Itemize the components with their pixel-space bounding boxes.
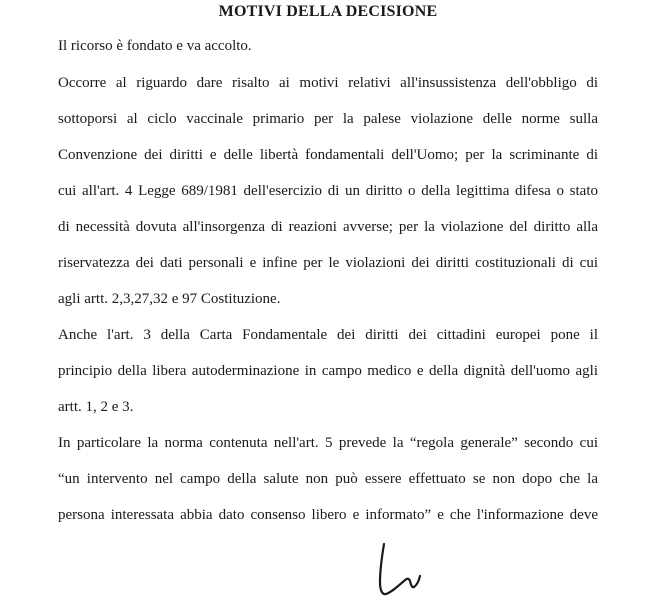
text-line-11: artt. 1, 2 e 3. xyxy=(58,399,134,415)
text-line-1: Il ricorso è fondato e va accolto. xyxy=(58,38,252,54)
text-line-3: sottoporsi al ciclo vaccinale primario per la palese violazione delle norme sulla xyxy=(58,111,598,127)
text-line-14: persona interessata abbia dato consenso libero e informato” e che l'informazione deve xyxy=(58,507,598,523)
text-line-5: cui all'art. 4 Legge 689/1981 dell'esercizio di un diritto o della legittima difesa o stato xyxy=(58,183,598,199)
text-line-13: “un intervento nel campo della salute non può essere effettuato se non dopo che la xyxy=(58,471,598,487)
text-line-4: Convenzione dei diritti e delle libertà fondamentali dell'Uomo; per la scriminante di xyxy=(58,147,598,163)
text-line-7: riservatezza dei dati personali e infine per le violazioni dei diritti costituzionali di cui xyxy=(58,255,598,271)
text-line-9: Anche l'art. 3 della Carta Fondamentale dei diritti dei cittadini europei pone il xyxy=(58,327,598,343)
document-title: MOTIVI DELLA DECISIONE xyxy=(218,3,438,20)
text-line-2: Occorre al riguardo dare risalto ai motivi relativi all'insussistenza dell'obbligo di xyxy=(58,75,598,91)
text-line-8: agli artt. 2,3,27,32 e 97 Costituzione. xyxy=(58,291,281,307)
text-line-6: di necessità dovuta all'insorgenza di reazioni avverse; per la violazione del diritto alla xyxy=(58,219,598,235)
text-line-12: In particolare la norma contenuta nell'art. 5 prevede la “regola generale” secondo cui xyxy=(58,435,598,451)
handwritten-initial-signature xyxy=(368,540,428,600)
text-line-10: principio della libera autoderminazione in campo medico e della dignità dell'uomo agli xyxy=(58,363,598,379)
